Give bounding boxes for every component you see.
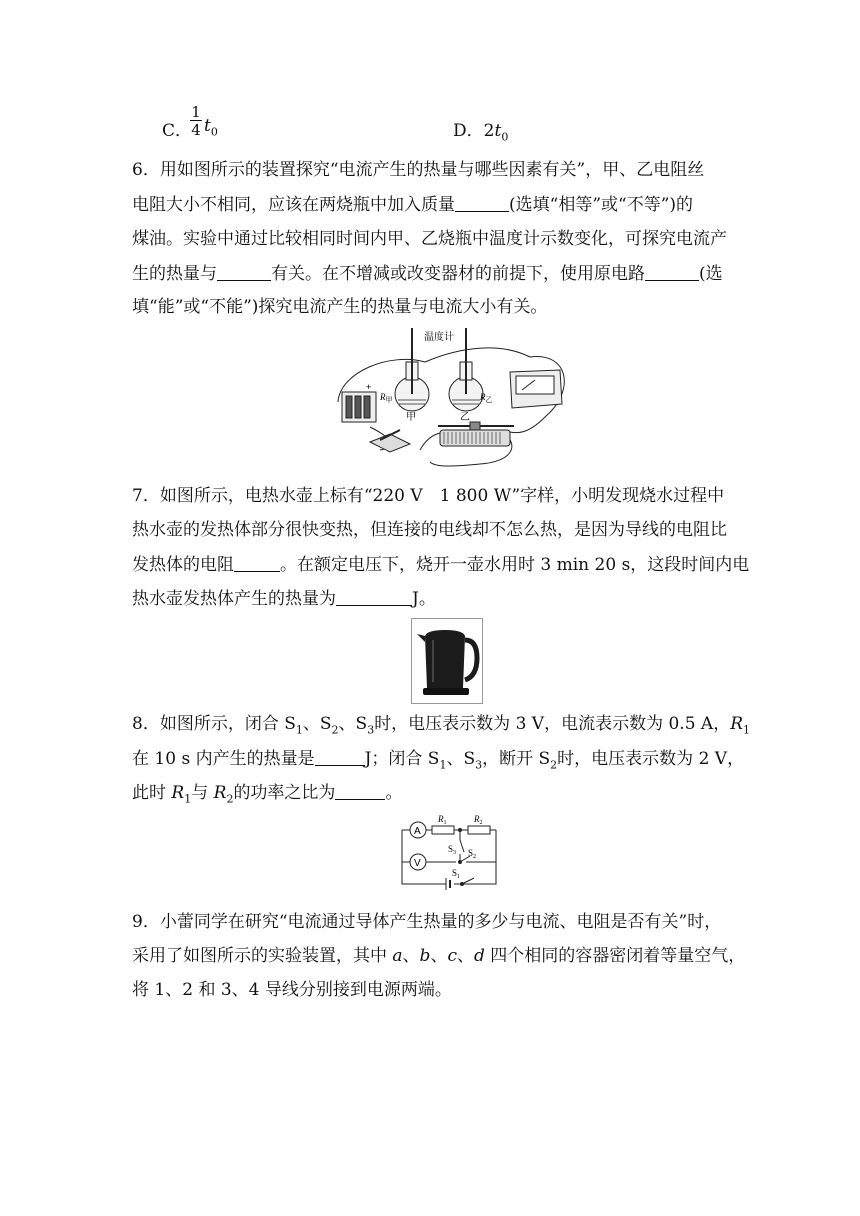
option-d-sub: 0 (501, 130, 509, 144)
q6-apparatus-figure (330, 322, 580, 472)
q7-line-3: 发热体的电阻 。在额定电压下，烧开一壶水用时 3 min 20 s，这段时间内电 (132, 555, 750, 575)
q8-line-3: 此时 $R_1$与 $R_2$的功率之比为 。 (132, 783, 403, 806)
option-d-var: t (494, 121, 502, 141)
q6-line-5: 填“能”或“不能”)探究电流产生的热量与电流大小有关。 (132, 297, 548, 317)
q9-line-2: 采用了如图所示的实验装置，其中 a、b、c、d 四个相同的容器密闭着等量空气， (132, 946, 746, 966)
q6-blank-1[interactable] (455, 196, 509, 212)
q8-line-2: 在 10 s 内产生的热量是 J；闭合 $S_1$、$S_3$，断开 $S_2$时，电压表示数为 2 V， (132, 749, 745, 772)
q9-line-1: 9．小蕾同学在研究“电流通过导体产生热量的多少与电流、电阻是否有关”时， (132, 912, 722, 932)
q6-line-2: 电阻大小不相同，应该在两烧瓶中加入质量 (选填“相等”或“不等”)的 (132, 195, 694, 215)
label-jia: 甲 (406, 412, 416, 423)
fraction-denominator: 4 (191, 121, 201, 139)
ammeter-label: A (414, 826, 421, 837)
r1-label: $R_1$ (438, 814, 447, 826)
q7-line-4: 热水壶发热体产生的热量为 J。 (132, 589, 436, 609)
option-c-label: C． (162, 121, 193, 141)
option-d-coef: 2 (483, 121, 495, 141)
q7-line-2: 热水壶的发热体部分很快变热，但连接的电线却不怎么热，是因为导线的电阻比 (132, 520, 727, 540)
q7-blank-1[interactable] (234, 556, 280, 572)
option-c-fraction (190, 104, 202, 139)
q9-line-3: 将 1、2 和 3、4 导线分别接到电源两端。 (132, 980, 452, 1000)
label-thermometer: 温度计 (424, 332, 454, 343)
q6-blank-3[interactable] (645, 265, 699, 281)
q6-line-4: 生的热量与 有关。在不增减或改变器材的前提下，使用原电路 (选 (132, 264, 723, 284)
q8-line-1: 8．如图所示，闭合 $S_1$、$S_2$、$S_3$时，电压表示数为 3 V，电流表示数为 0.5 A，$R_1$ (132, 714, 751, 737)
q7-blank-2[interactable] (336, 590, 412, 606)
voltmeter-label: V (414, 858, 421, 869)
fraction-numerator: 1 (191, 103, 201, 121)
s2-label: $S_2$ (468, 848, 477, 860)
label-plus: + (366, 382, 372, 392)
option-d (453, 116, 508, 143)
q8-circuit-figure (396, 808, 508, 894)
label-yi: 乙 (460, 412, 470, 423)
q8-blank-1[interactable] (315, 750, 365, 766)
q7-line-1: 7．如图所示，电热水壶上标有“220 V 1 800 W”字样，小明发现烧水过程中 (132, 486, 725, 506)
option-c-var: $t_0$ (204, 116, 218, 139)
label-r-jia: $R_甲$ (380, 392, 393, 404)
q6-line-1: 6．用如图所示的装置探究“电流产生的热量与哪些因素有关”，甲、乙电阻丝 (132, 160, 705, 180)
s1-label: $S_1$ (452, 868, 461, 880)
q6-blank-2[interactable] (217, 265, 271, 281)
kettle-image (411, 618, 483, 704)
label-r-yi: $R_乙$ (480, 392, 493, 404)
q8-blank-2[interactable] (335, 784, 385, 800)
r2-label: $R_2$ (474, 814, 483, 826)
s3-label: $S_3$ (448, 844, 457, 856)
option-c (162, 116, 192, 141)
option-d-label: D． (453, 121, 484, 141)
q6-line-3: 煤油。实验中通过比较相同时间内甲、乙烧瓶中温度计示数变化，可探究电流产 (132, 229, 727, 249)
